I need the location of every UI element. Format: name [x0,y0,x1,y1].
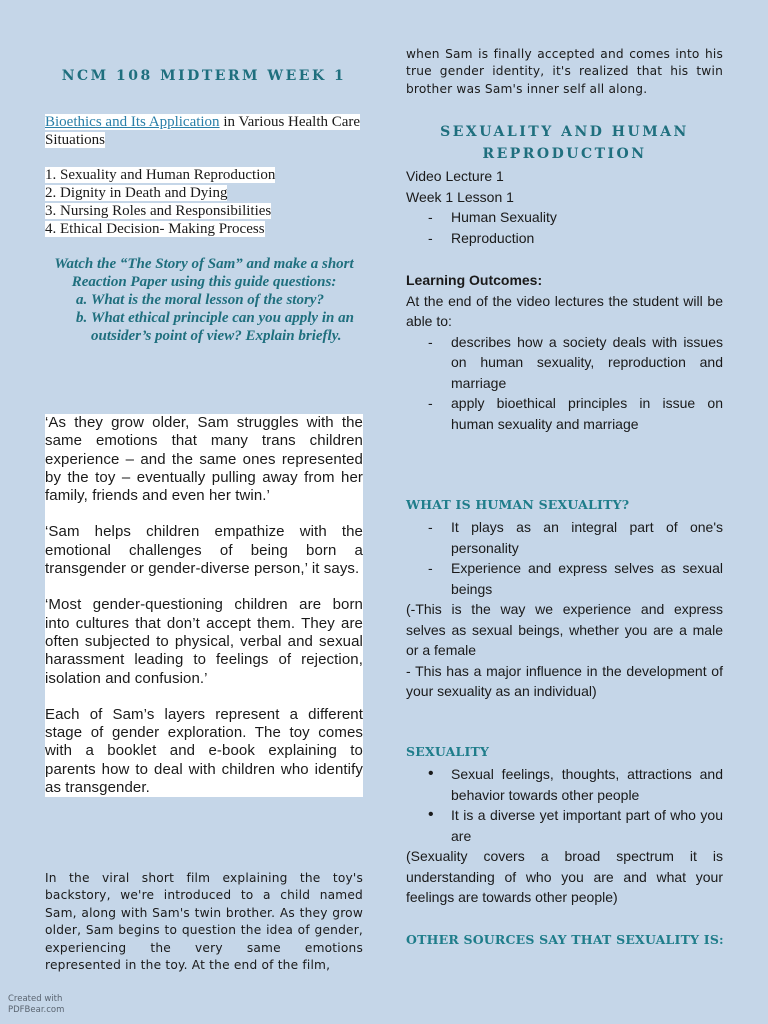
bioethics-link[interactable]: Bioethics and Its Application [45,114,220,130]
video-topics [406,207,723,248]
week-lesson-label: Week 1 Lesson 1 [406,188,514,205]
learning-outcomes-list [406,332,723,435]
human-sexuality-note: (-This is the way we experience and express selves as sexual beings, whether you are a male or a female [406,601,723,658]
topic-item: 1. Sexuality and Human Reproduction [45,167,276,183]
assignment-intro: Watch the “The Story of Sam” and make a short Reaction Paper using this guide questions: [54,256,354,290]
quote-block [45,414,363,797]
human-sexuality-item: - It plays as an integral part of one's personality [406,517,723,558]
human-sexuality-list [406,517,723,599]
watermark [8,994,64,1016]
guide-question: a. What is the moral lesson of the story? [91,291,363,309]
video-topic: - Reproduction [406,228,723,249]
learning-outcomes-intro: At the end of the video lectures the student will be able to: [406,292,723,329]
quote-paragraph: ‘Most gender-questioning children are born into cultures that don’t accept them. They are often subjected to physical, verbal and sexual harassment leading to feelings of rejection, isolation and confusion.’ [45,596,363,687]
watermark-line: Created with [8,994,63,1004]
section-title: SEXUALITY AND HUMAN REPRODUCTION [440,124,689,162]
learning-outcomes [406,270,723,434]
learning-outcomes-heading: Learning Outcomes: [406,272,543,288]
subtitle [45,113,363,149]
guide-question: b. What ethical principle can you apply in an outsider’s point of view? Explain briefly. [91,309,363,345]
outcome-item: - apply bioethical principles in issue on human sexuality and marriage [406,393,723,434]
sexuality-note: (Sexuality covers a broad spectrum it is understanding of who you are and what your feelings are towards other people) [406,848,723,905]
outcome-item: - describes how a society deals with issues on human sexuality, reproduction and marriage [406,332,723,394]
video-topic: - Human Sexuality [406,207,723,228]
topic-list [45,166,363,238]
guide-questions [45,291,363,345]
sexuality-section [406,764,723,908]
quote-paragraph: ‘As they grow older, Sam struggles with the same emotions that many trans children experience – and the same ones represented by the toy – eventually pulling away from her family, friends and even her twin.’ [45,414,363,505]
video-lecture-label: Video Lecture 1 [406,168,504,184]
film-paragraph: In the viral short film explaining the toy's backstory, we're introduced to a child named Sam, along with Sam's twin brother. As they grow older, Sam begins to question the idea of gender, experiencing the very same emotions represented in the toy. At the end of the film, [45,871,363,973]
quote-paragraph: ‘Sam helps children empathize with the emotional challenges of being born a transgender or gender-diverse person,’ it says. [45,523,363,578]
topic-item: 3. Nursing Roles and Responsibilities [45,203,272,219]
quote-paragraph: Each of Sam’s layers represent a different stage of gender exploration. The toy comes with a booklet and e-book explaining to parents how to deal with children who identify as transgender. [45,705,363,797]
topic-item: 2. Dignity in Death and Dying [45,185,228,201]
human-sexuality-item: - Experience and express selves as sexual beings [406,558,723,599]
sexuality-heading: SEXUALITY [406,744,490,759]
human-sexuality-heading: WHAT IS HUMAN SEXUALITY? [406,497,630,512]
subtitle-rest: in Various Health Care Situations [45,114,361,148]
assignment-instructions [45,255,363,345]
sexuality-item: • Sexual feelings, thoughts, attractions and behavior towards other people [406,764,723,805]
sexuality-list [406,764,723,846]
page-title: NCM 108 MIDTERM WEEK 1 [61,68,347,84]
video-lecture-info [406,166,723,248]
film-paragraph-continued: when Sam is finally accepted and comes into his true gender identity, it's realized that his twin brother was Sam's inner self all along. [406,47,723,96]
human-sexuality-note: - This has a major influence in the development of your sexuality as an individual) [406,662,723,699]
other-sources-heading: OTHER SOURCES SAY THAT SEXUALITY IS: [406,932,724,947]
watermark-line: PDFBear.com [8,1005,65,1015]
topic-item: 4. Ethical Decision- Making Process [45,221,265,237]
human-sexuality-section [406,517,723,702]
sexuality-item: • It is a diverse yet important part of who you are [406,805,723,846]
